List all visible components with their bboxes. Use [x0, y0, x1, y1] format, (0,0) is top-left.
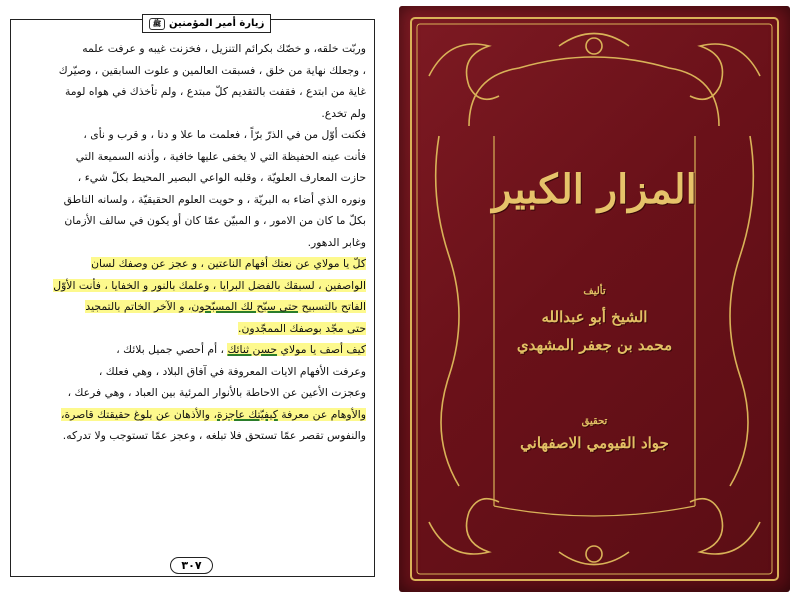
- text-line: [17, 232, 366, 254]
- text-segment: ، أم أحصي جميل بلائك ،: [116, 343, 228, 356]
- highlighted-text: والأوهام عن معرفة: [277, 407, 366, 421]
- text-line: [17, 275, 366, 297]
- text-line: [17, 382, 366, 404]
- text-line: [17, 296, 366, 318]
- text-line: [17, 253, 366, 275]
- paragraph: [17, 38, 366, 124]
- text-segment: وغابر الدهور.: [307, 235, 366, 249]
- text-line: [17, 404, 366, 426]
- text-line: [17, 124, 366, 146]
- author-line-2: محمد بن جعفر المشهدي: [516, 336, 673, 354]
- text-segment: غاية من ابتدع ، فقفت بالتقديم كلّ مبتدع ، ولم تأخذك في هواه لومة: [64, 85, 366, 98]
- page-header: [142, 14, 271, 33]
- underlined-phrase: حسن ثنائك: [227, 343, 278, 356]
- highlighted-text: ، و الآخر الخاتم بالتمجيد: [85, 300, 192, 313]
- text-segment: وربّت خلقه، و خصّك بكرائم التنزيل ، فخزنت غيبه و عرفت علمه: [82, 42, 366, 55]
- underlined-phrase: حتى سبّح لك المسبّحون: [191, 300, 299, 313]
- text-line: [17, 38, 366, 60]
- book-cover: [399, 6, 790, 592]
- highlighted-text: الفاتح بالتسبيح: [298, 300, 366, 313]
- text-segment: فأنت عينه الحفيظة التي لا يخفى عليها خافية ، وأذنه السميعة التي: [75, 149, 366, 163]
- text-segment: ، وجعلك نهاية من خلق ، فسبقت العالمين و علوت السابقين ، وصيّرك: [58, 63, 366, 77]
- text-line: [17, 318, 366, 340]
- text-segment: حازت المعارف العلويّة ، وقلبه الواعي البصير المحيط بكلّ شيء ،: [77, 171, 366, 184]
- text-line: [17, 103, 366, 125]
- page-footer: [10, 556, 373, 575]
- text-line: [17, 425, 366, 447]
- text-segment: وعجزت الأعين عن الاحاطة بالأنوار المرئية بين العباد ، وهي فرعك ،: [67, 386, 366, 399]
- text-line: [17, 60, 366, 82]
- underlined-phrase: كيفيّتك عاجزة: [216, 407, 278, 421]
- paragraph: [17, 124, 366, 253]
- page-text: [17, 38, 366, 447]
- paragraph: [17, 253, 366, 339]
- text-segment: ونوره الذي أضاء به البريّة ، و حويت العلوم الحقيقيّة ، ولسانه الناطق: [63, 192, 366, 206]
- text-line: [17, 189, 366, 211]
- text-segment: والنفوس تقصر عمّا تستحق فلا تبلغه ، وعجز عمّا تستوجب ولا تدركه.: [62, 429, 366, 442]
- highlighted-text: ، والأذهان عن بلوغ حقيقتك قاصرة،: [61, 407, 217, 421]
- highlighted-text: كلّ يا مولاي عن نعتك أفهام الناعتين ، و عجز عن وصفك لسان: [91, 257, 366, 270]
- paragraph: [17, 339, 366, 447]
- text-segment: ولم تخدع.: [321, 106, 366, 120]
- text-line: [17, 81, 366, 103]
- editor-line: جواد القيومي الاصفهاني: [520, 434, 669, 452]
- author-line-1: الشيخ أبو عبدالله: [541, 308, 648, 326]
- page-number: ٣٠٧: [170, 557, 212, 574]
- text-segment: فكنت أوّل من في الذرّ برّاً ، فعلمت ما علا و دنا ، و قرب و نأى ،: [83, 128, 366, 141]
- cover-ornament-frame: [399, 6, 790, 592]
- editor-label: تحقيق: [581, 416, 608, 427]
- text-segment: بكلّ ما كان من الامور ، و المبيّن عمّا كان أو يكون في سالف الأزمان: [64, 214, 366, 227]
- highlighted-text: حتى مجّد بوصفك الممجّدون.: [238, 321, 366, 335]
- text-line: [17, 339, 366, 361]
- seal-icon: ﷺ: [149, 18, 165, 30]
- header-title: زيارة أمير المؤمنين: [169, 18, 265, 29]
- highlighted-text: الواصفين ، لسبقك بالفضل البرايا ، وعلمك بالنور و الخفايا ، فأنت الأوّل: [53, 278, 366, 292]
- text-line: [17, 361, 366, 383]
- text-segment: وعرفت الأفهام الايات المعروفة في آفاق البلاد ، وهي فعلك ،: [98, 364, 366, 378]
- highlighted-text: كيف أصف يا مولاي: [277, 343, 366, 356]
- cover-title: المزار الكبير: [492, 166, 697, 213]
- text-line: [17, 210, 366, 232]
- book-page: [0, 0, 386, 594]
- text-line: [17, 146, 366, 168]
- author-label: تأليف: [583, 286, 606, 297]
- text-line: [17, 167, 366, 189]
